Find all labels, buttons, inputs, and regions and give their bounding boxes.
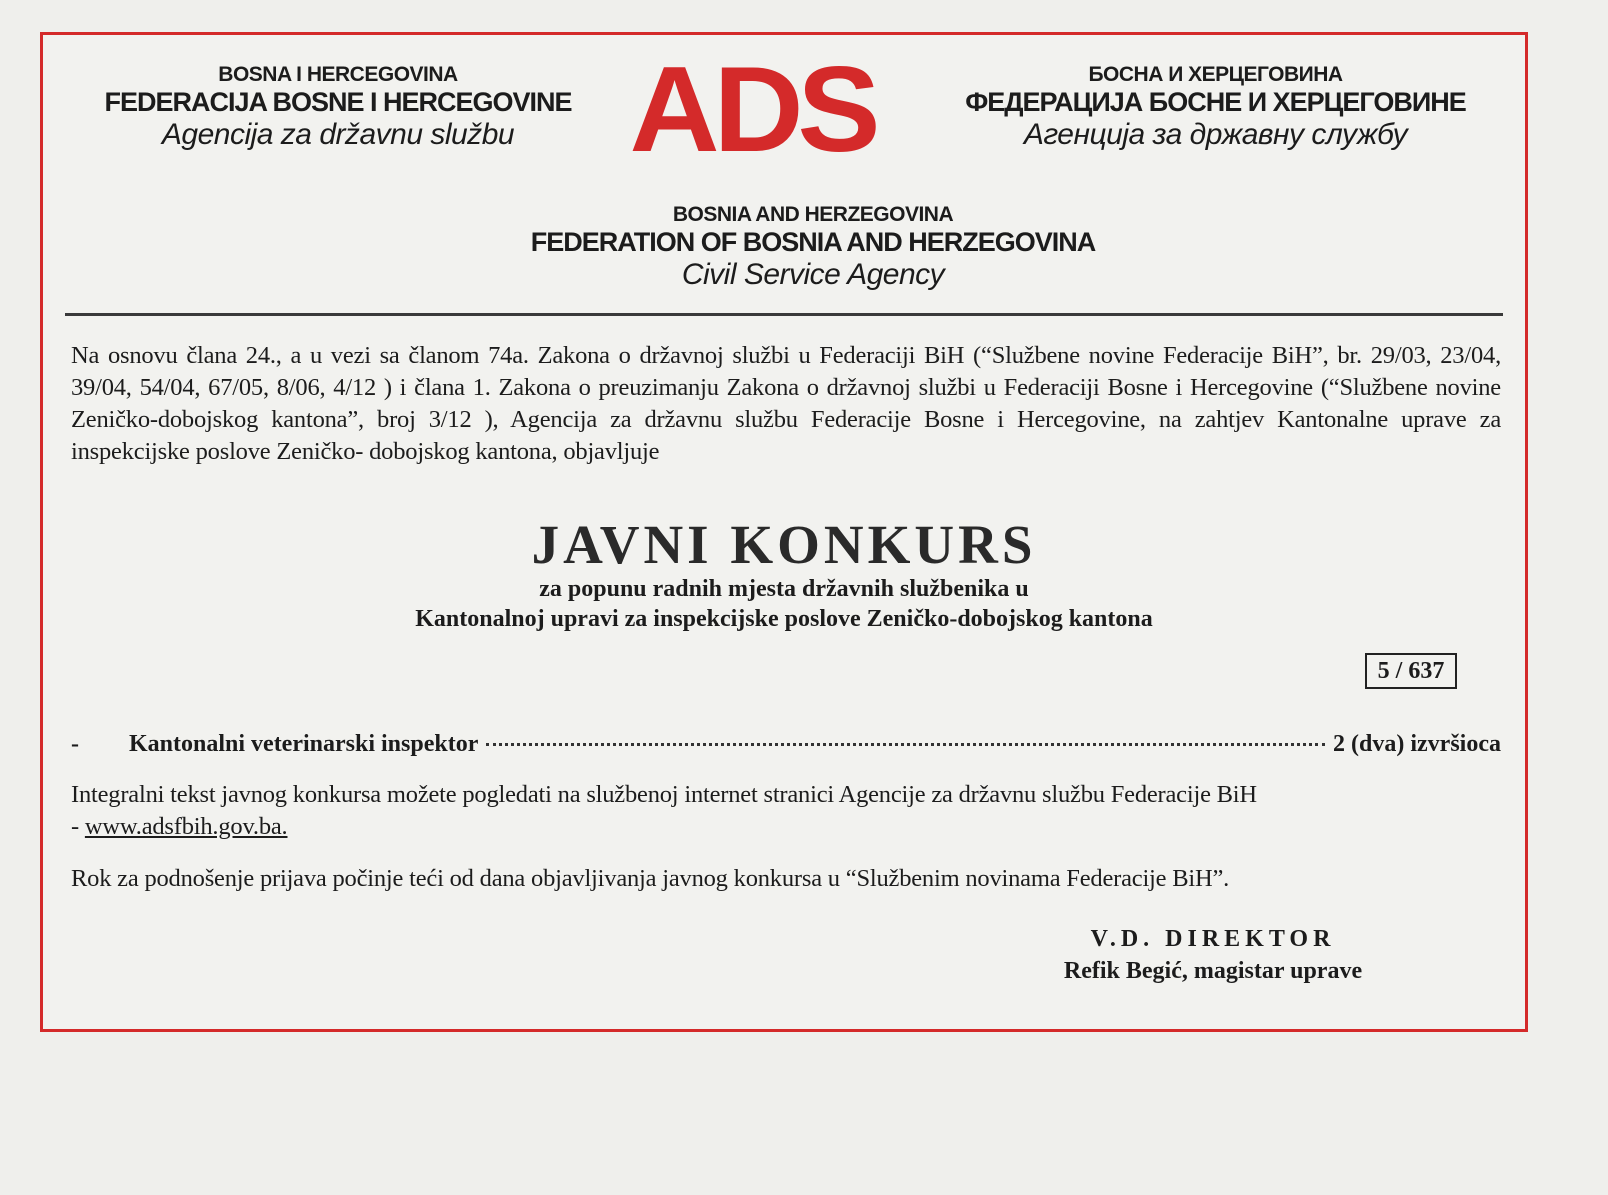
header-right	[923, 63, 1508, 153]
paragraph-website-text: Integralni tekst javnog konkursa možete pogledati na službenoj internet stranici Agencije za državnu službu Federacije BiH	[71, 781, 1257, 808]
header-left-country: BOSNA I HERCEGOVINA	[218, 63, 458, 86]
header-left-agency: Agencija za državnu službu	[161, 118, 515, 152]
header-center-country: BOSNIA AND HERZEGOVINA	[672, 203, 954, 226]
position-dash: -	[71, 731, 79, 757]
ads-logo-text: ADS	[629, 53, 877, 161]
website-link-prefix: -	[71, 813, 85, 840]
position-count: 2 (dva) izvršioca	[1333, 731, 1501, 757]
header-center-federation: FEDERATION OF BOSNIA AND HERZEGOVINA	[530, 227, 1096, 258]
ads-logo	[625, 53, 880, 161]
announcement-frame	[40, 32, 1528, 1032]
announcement-subtitle-2: Kantonalnoj upravi za inspekcijske poslove Zeničko-dobojskog kantona	[415, 606, 1153, 632]
header-center-agency: Civil Service Agency	[681, 258, 945, 292]
header-right-federation: ФЕДЕРАЦИЈА БОСНЕ И ХЕРЦЕГОВИНЕ	[965, 87, 1466, 118]
website-link[interactable]: www.adsfbih.gov.ba.	[84, 813, 288, 840]
paragraph-website	[71, 779, 1501, 843]
header-left	[68, 63, 608, 153]
announcement-subtitle-1: za popunu radnih mjesta državnih službenika u	[539, 576, 1029, 602]
header-right-country: БОСНА И ХЕРЦЕГОВИНА	[1088, 63, 1343, 86]
position-name: Kantonalni veterinarski inspektor	[129, 731, 479, 757]
header-right-agency: Агенција за државну службу	[1023, 118, 1408, 152]
signature-role: V.D. DIREKTOR	[1090, 926, 1336, 952]
announcement-title: JAVNI KONKURS	[531, 514, 1037, 575]
header-divider	[65, 313, 1503, 316]
signature-name: Refik Begić, magistar uprave	[1063, 958, 1363, 984]
position-row	[71, 731, 1501, 758]
reference-number: 5 / 637	[1365, 653, 1457, 689]
header-center	[443, 203, 1183, 293]
header-left-federation: FEDERACIJA BOSNE I HERCEGOVINE	[104, 87, 572, 118]
paragraph-deadline: Rok za podnošenje prijava počinje teći od dana objavljivanja javnog konkursa u “Službenim novinama Federacije BiH”.	[71, 865, 1230, 892]
position-leader-dots	[486, 743, 1325, 746]
intro-paragraph: Na osnovu člana 24., a u vezi sa članom 74a. Zakona o državnoj službi u Federaciji BiH (“Službene novine Federacije BiH”, br. 29/03, 23/04, 39/04, 54/04, 67/05, 8/06, 4/12 ) i člana 1. Zakona o preuzimanju Zakona o državnoj službi u Federaciji Bosne i Hercegovine (“Službene novine Zeničko-dobojskog kantona”, broj 3/12 ), Agencija za državnu službu Federacije Bosne i Hercegovine, na zahtjev Kantonalne uprave za inspekcijske poslove Zeničko- dobojskog kantona, objavljuje	[71, 342, 1501, 465]
